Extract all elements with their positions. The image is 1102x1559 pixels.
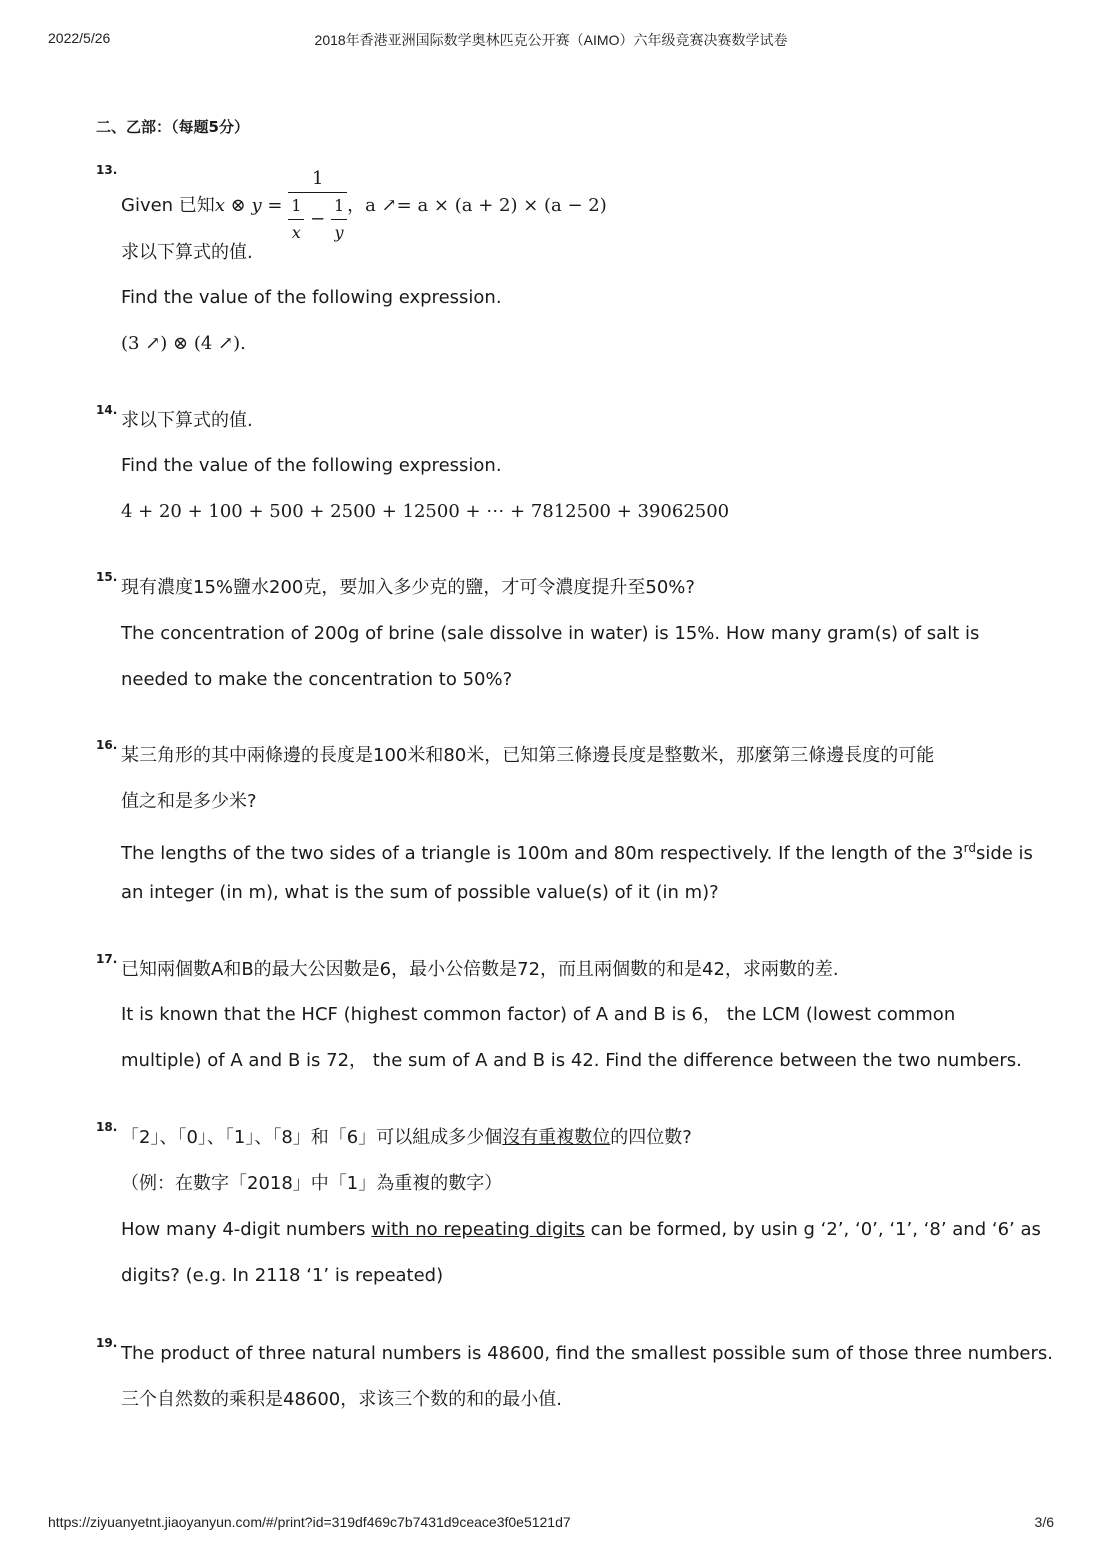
q14-cn: 求以下算式的值.	[121, 410, 253, 431]
q13-frac-numerator: 1	[288, 166, 347, 193]
q13-lhs: x ⊗ y =	[214, 195, 283, 216]
q17-cn: 已知兩個數A和B的最大公因數是6，最小公倍數是72，而且兩個數的和是42，求兩數的差.	[121, 959, 839, 980]
page-url: https://ziyuanyetnt.jiaoyanyun.com/#/print?id=319df469c7b7431d9ceace3f0e5121d7	[48, 1514, 571, 1530]
q16-en-1	[121, 835, 1033, 867]
print-date: 2022/5/26	[48, 30, 111, 46]
q16-en-2: an integer (in m), what is the sum of possible value(s) of it (in m)?	[121, 882, 719, 903]
q18-cn-1	[121, 1125, 692, 1151]
question-number: 15.	[96, 570, 118, 584]
question-number: 14.	[96, 403, 118, 417]
document-title: 2018年香港亚洲国际数学奥林匹克公开赛（AIMO）六年级竞赛决赛数学试卷	[314, 32, 788, 48]
q13-en: Find the value of the following expression.	[121, 287, 502, 308]
q18-cn-2: （例：在數字「2018」中「1」為重複的數字）	[121, 1173, 503, 1194]
q14-en: Find the value of the following expression.	[121, 455, 502, 476]
q18-en-1-tail: can be formed, by usin g ‘2’, ‘0’, ‘1’, ‘8’ and ‘6’ as	[584, 1219, 1041, 1240]
q18-cn-1-text: 「2」、「0」、「1」、「8」和「6」可以組成多少個	[121, 1127, 503, 1148]
q15-cn: 現有濃度15%鹽水200克，要加入多少克的鹽，才可令濃度提升至50%?	[121, 577, 695, 598]
q16-cn-2: 值之和是多少米?	[121, 791, 257, 812]
q19-cn: 三个自然数的乘积是48600，求该三个数的和的最小值.	[121, 1389, 562, 1410]
question-number: 17.	[96, 952, 118, 966]
q13-frac-denominator	[288, 193, 347, 246]
q13-fraction	[288, 166, 347, 246]
q16-en-1-text: The lengths of the two sides of a triangle is 100m and 80m respectively. If the length of the 3	[121, 843, 964, 864]
q13-den-minus: −	[310, 208, 326, 230]
q18-en-1-text: How many 4-digit numbers	[121, 1219, 372, 1240]
q13-den-b-den: y	[334, 223, 344, 242]
q13-den-a-den: x	[291, 223, 301, 242]
q17-en-2: multiple) of A and B is 72， the sum of A and B is 42. Find the difference between the two numbers.	[121, 1050, 1022, 1071]
q16-cn-1: 某三角形的其中兩條邊的長度是100米和80米，已知第三條邊長度是整數米，那麼第三條邊長度的可能	[121, 745, 935, 766]
question-number: 13.	[96, 163, 118, 177]
q13-sep: ，	[347, 195, 366, 216]
q13-expression: (3 ↗) ⊗ (4 ↗).	[121, 333, 246, 354]
question-number: 19.	[96, 1336, 118, 1350]
q13-rhs: a ↗= a × (a + 2) × (a − 2)	[365, 195, 607, 216]
q17-en-1: It is known that the HCF (highest common factor) of A and B is 6， the LCM (lowest common	[121, 1004, 956, 1025]
q18-en-underline: with no repeating digits	[371, 1219, 585, 1240]
question-number: 18.	[96, 1120, 118, 1134]
q13-den-a-num: 1	[288, 193, 304, 220]
q18-cn-underline: 沒有重複數位	[502, 1127, 611, 1148]
q18-en-1	[121, 1217, 1041, 1243]
q14-expression: 4 + 20 + 100 + 500 + 2500 + 12500 + ⋯ + 7812500 + 39062500	[121, 501, 730, 522]
q16-ordinal-sup: rd	[963, 841, 976, 855]
q16-en-1-tail: side is	[975, 843, 1033, 864]
q18-cn-1-tail: 的四位數?	[610, 1127, 692, 1148]
q15-en-2: needed to make the concentration to 50%?	[121, 669, 513, 690]
page-number: 3/6	[1034, 1514, 1054, 1530]
q13-given-line	[121, 166, 607, 242]
q13-given: Given 已知	[121, 195, 215, 216]
q15-en-1: The concentration of 200g of brine (sale dissolve in water) is 15%. How many gram(s) of salt is	[121, 623, 980, 644]
q19-en: The product of three natural numbers is 48600, find the smallest possible sum of those three numbers.	[121, 1343, 1053, 1364]
q13-cn: 求以下算式的值.	[121, 242, 253, 263]
q18-en-2: digits? (e.g. In 2118 ‘1’ is repeated)	[121, 1265, 444, 1286]
question-number: 16.	[96, 738, 118, 752]
section-title: 二、乙部：（每题5分）	[96, 118, 249, 136]
q13-den-b-num: 1	[331, 193, 347, 220]
